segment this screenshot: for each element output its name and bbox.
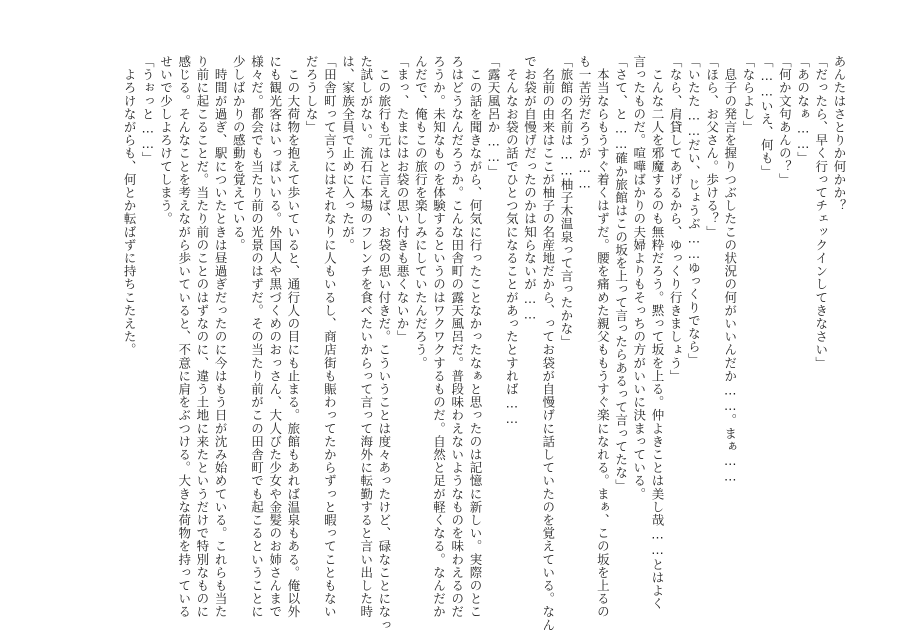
text-line: 感じる。そんなことを考えながら歩いていると、不意に肩をぶつける。大きな荷物を持っている: [176, 55, 192, 619]
text-line: 「旅館の名前は……柚子木温泉って言ったかな」: [558, 55, 574, 349]
text-line: 少しばかりの感動を覚えている。: [231, 55, 247, 252]
text-line: も一苦労だろうが……: [577, 55, 593, 191]
text-line: 息子の発言を握りつぶしたこの状況の何がいいんだか……。まぁ……: [722, 55, 738, 485]
text-line: た試しがない。流石に本場のフレンチを食べたいからって言って海外に転勤すると言い出した時: [358, 55, 374, 619]
text-line: 「ならよし」: [740, 55, 756, 134]
text-line: そんなお袋の話でひとつ気になることがあったとすれば……: [504, 55, 520, 427]
text-line: この旅行も元はと言えば、お袋の思い付きだ。こういうことは度々あったけど、碌なことになっ: [376, 55, 392, 632]
text-line: 時間が過ぎ、駅についたときは昼過ぎだったのに今はもう日が沈み始めている。これらも当た: [213, 55, 229, 619]
text-line: 「露天風呂か……」: [486, 55, 502, 178]
text-line: 本当ならもうすぐ着くはずだ。腰を痛めた親父ももうすぐ楽になれる。まぁ、この坂を上るの: [595, 55, 611, 619]
text-line: 「なら、肩貸してあげるから、ゆっくり行きましょう」: [668, 55, 684, 383]
text-line: 「何か文句あんの？」: [777, 55, 793, 186]
text-line: 「ほら、お父さん。歩ける？」: [704, 55, 720, 239]
text-line: この話を聞きながら、何気に行ったことなかったなぁと思ったのは記憶に新しい。実際のとこ: [467, 55, 483, 619]
vertical-text-body: [48, 55, 848, 632]
text-line: にも観光客はいっぱいいる。外国人や黒づくめのおっさん、大人びた少女や金髪のお姉さんまで: [267, 55, 283, 619]
text-line: せいで少しよろけてしまう。: [158, 55, 174, 226]
text-line: 「さて、と……確か旅館はこの坂を上って言ったらあるって言ってたな」: [613, 55, 629, 493]
text-line: あんたはさとりか何かか？: [832, 55, 847, 213]
text-line: こんな二人を邪魔するのも無粋だろう。黙って坂を上る。仲よきことは美し哉……とはよく: [649, 55, 665, 611]
text-line: んだで、俺もこの旅行を楽しみにしていたんだろう。: [413, 55, 429, 370]
text-line: 「田舎町って言うにはそれなりに人もいるし、商店街も賑わってたからずっと暇ってこともない: [322, 55, 338, 619]
text-line: ろはどうなんだろうか。こんな田舎町の露天風呂だ。普段味わえないようなものを味わえるのだ: [449, 55, 465, 619]
text-line: 名前の由来はここが柚子の名産地だから、ってお袋が自慢げに話していたのを覚えている。なん: [540, 55, 556, 632]
text-line: 「いたた……だい、じょうぶ……ゆっくりでなら」: [686, 55, 702, 367]
text-line: でお袋が自慢げだったのかは知らないが……: [522, 55, 538, 322]
text-line: だろうしな」: [304, 55, 320, 134]
text-line: 様々だ。都会でも当たり前の光景のはずだ。その当たり前がこの田舎町でも起こるということに: [249, 55, 265, 619]
text-line: ろうか。未知なものを体験するというのはワクワクするものだ。自然と足が軽くなる。なんだか: [431, 55, 447, 619]
text-line: よろけながらも、何とか転ばずに持ちこたえた。: [122, 55, 138, 357]
text-line: 「まっ、たまにはお袋の思い付きも悪くないか」: [395, 55, 411, 344]
text-line: り前に起こることだ。当たり前のことのはずなのに、違う土地に来たというだけで特別なものに: [194, 55, 210, 619]
text-line: は、家族全員で止めに入ったが。: [340, 55, 356, 252]
text-line: 「あのなぁ……」: [795, 55, 811, 165]
text-line: 「うぉっと……」: [140, 55, 156, 165]
text-line: 「だったら、早く行ってチェックインしてきなさい」: [813, 55, 829, 370]
text-line: 言ったものだ。喧嘩ばかりの夫婦よりもそっちの方がいいに決まっている。: [631, 55, 647, 501]
text-line: この大荷物を抱えて歩いていると、通行人の目にも止まる。旅館もあれば温泉もある。俺以外: [285, 55, 301, 619]
text-line: 「……いえ、何も」: [759, 55, 775, 178]
